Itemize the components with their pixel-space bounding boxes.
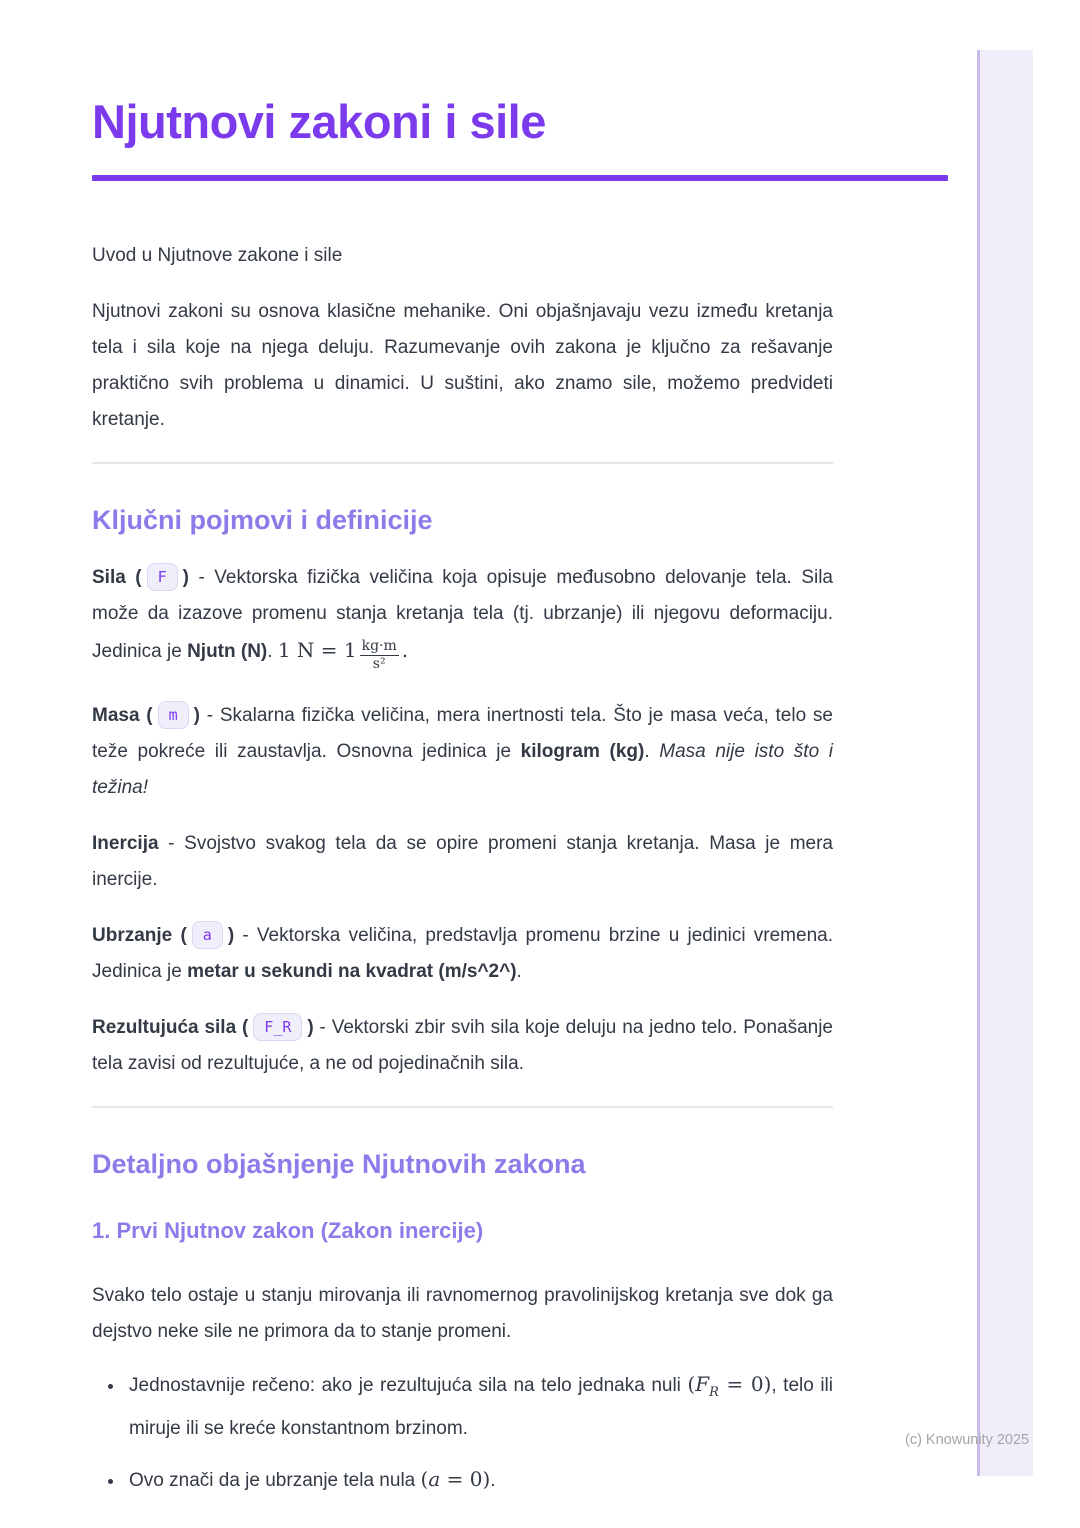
masa-weight-note: Masa nije isto što i težina! [92, 741, 833, 799]
code-badge-a: a [192, 921, 223, 949]
code-badge-F: F [147, 563, 178, 591]
math-open-paren: ( [687, 1372, 696, 1397]
first-law-bullet-list [92, 1366, 833, 1499]
side-strip [977, 50, 1033, 1476]
math-FR-zero [687, 1372, 772, 1401]
term-rezultujuca-close: ) [307, 1017, 314, 1039]
definition-inercija [92, 826, 833, 898]
term-masa-close: ) [193, 705, 200, 727]
definition-rezultujuca [92, 1010, 833, 1082]
definition-sila-text: - Vektorska fizička veličina koja opisuje međusobno delovanje tela. Sila može da izazove promenu stanja kretanja tela (tj. ubrzanje) ili njegovu deformaciju. Jedinica je [92, 566, 833, 662]
term-rezultujuca: Rezultujuća sila ( [92, 1017, 249, 1039]
definition-masa [92, 698, 833, 806]
formula-fraction [360, 638, 399, 673]
section-heading-laws: Detaljno objašnjenje Njutnovih zakona [92, 1149, 586, 1180]
section-heading-key-terms: Ključni pojmovi i definicije [92, 504, 433, 535]
sub-heading-first-law: 1. Prvi Njutnov zakon (Zakon inercije) [92, 1218, 484, 1244]
math-variable-F: F [695, 1372, 710, 1397]
formula-lhs: 1 N = 1 [277, 637, 357, 662]
definition-inercija-text: - Svojstvo svakog tela da se opire promeni stanja kretanja. Masa je mera inercije. [92, 833, 833, 891]
title-underline-rule [92, 175, 948, 181]
section-divider [92, 1106, 833, 1108]
term-unit-ms2: metar u sekundi na kvadrat (m/s^2^) [187, 961, 517, 983]
math-equals-zero: = 0) [440, 1467, 491, 1492]
term-inercija: Inercija [92, 833, 159, 855]
bullet1-text-post: , telo ili miruje ili se kreće konstantnom brzinom. [129, 1375, 833, 1440]
fraction-denominator: s² [360, 655, 399, 673]
math-open-paren: ( [420, 1467, 429, 1492]
fraction-numerator: kg·m [361, 637, 397, 654]
term-ubrzanje: Ubrzanje ( [92, 925, 187, 947]
definition-masa-text2: . [644, 741, 660, 763]
first-law-paragraph: Svako telo ostaje u stanju mirovanja ili ravnomernog pravolinijskog kretanja sve dok ga dejstvo neke sile ne primora da to stanje promeni. [92, 1285, 833, 1343]
copyright-notice: (c) Knowunity 2025 [905, 1432, 1030, 1448]
term-njutn: Njutn (N) [187, 640, 268, 662]
newton-unit-formula [277, 637, 409, 672]
code-badge-FR: F_R [253, 1013, 302, 1041]
math-variable-a: a [428, 1467, 441, 1492]
term-ubrzanje-close: ) [227, 925, 235, 947]
definition-masa-text: - Skalarna fizička veličina, mera inertnosti tela. Što je masa veća, telo se teže pokreće ili zaustavlja. Osnovna jedinica je [92, 705, 833, 763]
term-kilogram: kilogram (kg) [520, 741, 645, 763]
definition-sila-text2: . [267, 640, 278, 662]
document-content [92, 0, 833, 1499]
definition-ubrzanje-text2: . [516, 961, 522, 983]
formula-period: . [401, 637, 409, 662]
section-divider [92, 462, 833, 464]
term-sila: Sila ( [92, 566, 142, 588]
term-sila-close: ) [182, 566, 189, 588]
intro-lead: Uvod u Njutnove zakone i sile [92, 244, 343, 266]
definition-sila [92, 560, 833, 673]
definition-ubrzanje-text: - Vektorska veličina, predstavlja promenu brzine u jedinici vremena. Jedinica je [92, 925, 833, 983]
math-subscript-R: R [709, 1385, 719, 1401]
page-title: Njutnovi zakoni i sile [92, 95, 546, 148]
code-badge-m: m [158, 701, 189, 729]
bullet1-text: Jednostavnije rečeno: ako je rezultujuća sila na telo jednaka nuli [129, 1375, 688, 1397]
definition-rezultujuca-text: - Vektorski zbir svih sila koje deluju na jedno telo. Ponašanje tela zavisi od rezultujuće, a ne od pojedinačnih sila. [92, 1017, 833, 1075]
list-item [125, 1461, 833, 1499]
math-a-zero [421, 1467, 491, 1491]
list-item [125, 1366, 833, 1447]
term-masa: Masa ( [92, 705, 153, 727]
math-equals-zero: = 0) [718, 1372, 772, 1397]
bullet2-text: Ovo znači da je ubrzanje tela nula [129, 1470, 421, 1492]
bullet2-text-post: . [490, 1470, 496, 1492]
intro-paragraph: Njutnovi zakoni su osnova klasične mehanike. Oni objašnjavaju vezu između kretanja tela i sila koje na njega deluju. Razumevanje ovih zakona je ključno za rešavanje praktično svih problema u dinamici. U suštini, ako znamo sile, možemo predvideti kretanje. [92, 300, 833, 430]
definition-ubrzanje [92, 918, 833, 990]
